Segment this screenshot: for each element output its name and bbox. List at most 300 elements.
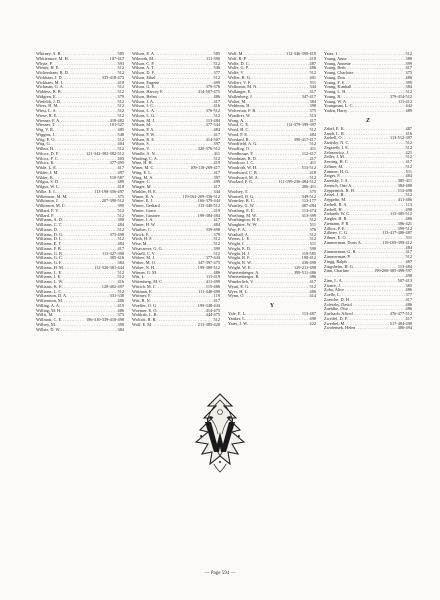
- entry-name: Winne, R. A.: [132, 194, 155, 199]
- entry-pages: 419: [213, 161, 220, 166]
- index-column-1: [36, 52, 124, 382]
- entry-pages: 417: [309, 156, 316, 161]
- entry-name: Wolcott, R. R.: [132, 318, 157, 322]
- entry-name: Yates, I.: [324, 52, 339, 56]
- entry-pages: 486: [117, 308, 124, 313]
- entry-pages: 414: [309, 294, 316, 299]
- entry-pages: 512: [213, 61, 220, 66]
- entry-name: Yuden, Harry: [324, 109, 348, 113]
- entry-name: Wiest, L. A.: [36, 109, 57, 113]
- entry-name: Wilson, P. W.: [132, 132, 156, 137]
- entry-pages: 421: [405, 150, 412, 155]
- entry-name: Young, Anna: [324, 56, 347, 61]
- entry-pages: 111-390: [205, 56, 220, 61]
- entry-name: Zionce, J.: [324, 283, 341, 288]
- entry-name: Zwolensek, Helen: [324, 326, 356, 331]
- entry-pages: 375: [309, 109, 316, 113]
- entry-pages: 517-484-498: [389, 321, 412, 326]
- entry-name: Windle, A. N.: [132, 151, 156, 156]
- entry-name: Wittich, M. J.: [132, 284, 156, 289]
- entry-name: Winter, J. A.: [132, 218, 154, 223]
- entry-name: Zimmerman, Doris A.: [324, 240, 362, 245]
- index-entry: [324, 326, 412, 331]
- entry-pages: 112-379-399-397: [286, 123, 316, 128]
- entry-pages: 486: [309, 275, 316, 280]
- entry-name: Woodfield, A. G.: [228, 142, 258, 147]
- entry-name: Wilcox, F. C.: [36, 156, 59, 161]
- entry-pages: 512: [117, 71, 124, 75]
- entry-pages: 113-484: [205, 118, 220, 123]
- entry-name: Wilson, V.: [132, 147, 150, 151]
- entry-name: Wilson, G. E.: [132, 85, 156, 90]
- entry-name: Wittman, E.: [132, 289, 153, 294]
- entry-pages: 377-544: [205, 123, 220, 128]
- entry-name: Young, R.: [324, 94, 342, 99]
- entry-name: Williams, C. T.: [36, 223, 63, 227]
- entry-pages: 546: [213, 66, 220, 71]
- entry-pages: 417: [405, 250, 412, 255]
- entry-name: Wilson, R. E.: [132, 137, 156, 142]
- entry-pages: 476-477-512: [389, 312, 412, 316]
- entry-name: Williams, G. B.: [36, 251, 63, 256]
- entry-pages: 376-512: [205, 109, 220, 113]
- entry-name: Williams, K. E.: [36, 284, 63, 289]
- entry-name: Woodfog, O.: [228, 147, 251, 151]
- entry-name: Wolter, M.: [228, 99, 247, 104]
- entry-pages: 513-512: [301, 166, 316, 170]
- entry-name: Woodward, C. B.: [228, 170, 258, 175]
- entry-name: Yale, E. L.: [228, 312, 247, 316]
- entry-name: Wiggins, J.: [36, 132, 56, 137]
- entry-pages: 512: [117, 104, 124, 109]
- entry-pages: 512: [405, 193, 412, 198]
- entry-pages: 375-498: [109, 232, 124, 237]
- entry-name: Willard, F. V.: [36, 208, 59, 213]
- entry-pages: 417: [405, 297, 412, 302]
- entry-name: Woy, F. A.: [228, 227, 247, 232]
- entry-pages: 320-376-512: [197, 147, 220, 151]
- entry-name: Zinn, Charline: [324, 269, 350, 274]
- entry-name: Whyte, P.: [36, 61, 53, 66]
- entry-name: Williams, L. C.: [36, 289, 63, 294]
- entry-name: Wisecarver, G. G.: [132, 246, 163, 251]
- entry-name: Zerbell, H.: [324, 207, 343, 212]
- entry-name: Winter, E. J.: [132, 199, 154, 204]
- entry-name: Willmott, C. E.: [36, 318, 63, 322]
- entry-name: Ziebarth, W. C.: [324, 212, 351, 217]
- entry-pages: 111-448-498: [198, 289, 220, 294]
- entry-pages: 512: [213, 75, 220, 80]
- entry-pages: 512: [117, 289, 124, 294]
- entry-pages: 498: [405, 274, 412, 278]
- entry-name: Willard, F.: [36, 213, 55, 218]
- entry-pages: 486: [213, 94, 220, 99]
- entry-pages: 418: [309, 56, 316, 61]
- entry-pages: 486: [405, 302, 412, 307]
- entry-pages: 486: [405, 75, 412, 80]
- entry-pages: 384: [117, 261, 124, 265]
- entry-pages: 347-417: [301, 94, 316, 99]
- entry-name: Wilke, E. L.: [36, 189, 57, 194]
- entry-pages: 344: [213, 189, 220, 194]
- entry-pages: 377: [213, 71, 220, 75]
- entry-pages: 111-412: [397, 99, 412, 104]
- entry-pages: 411: [213, 151, 220, 156]
- entry-name: Woodward, M. A.: [228, 175, 259, 180]
- entry-name: Wrathall, A.: [228, 232, 249, 237]
- entry-name: Woodman, R. D.: [228, 156, 257, 161]
- entry-pages: 512: [213, 113, 220, 118]
- entry-name: Wong, A.: [228, 118, 245, 123]
- entry-pages: 375: [405, 71, 412, 75]
- entry-name: Wright, R. F.: [228, 256, 251, 261]
- entry-name: Williams, L. E.: [36, 270, 63, 275]
- entry-name: Wilson, Harvey F.: [132, 90, 164, 94]
- entry-pages: 416: [405, 131, 412, 136]
- page-footer: — Page 594 —: [204, 571, 236, 576]
- entry-pages: 487: [405, 259, 412, 264]
- entry-pages: 111-419: [205, 275, 220, 280]
- entry-pages: 335-418-473: [101, 75, 124, 80]
- entry-pages: 393: [117, 61, 124, 66]
- entry-name: Willsey, M.: [36, 322, 56, 327]
- entry-name: Wine, H. H.: [132, 161, 153, 166]
- entry-pages: 416: [117, 280, 124, 284]
- entry-pages: 119-162-209-336-512: [182, 194, 220, 199]
- entry-name: Wilson, Helen: [132, 94, 157, 99]
- entry-pages: 199-384-484: [197, 213, 220, 218]
- entry-pages: 128-402-497: [101, 284, 124, 289]
- entry-name: Williams, F. B.: [36, 246, 62, 251]
- entry-pages: 585: [117, 52, 124, 56]
- entry-pages: 113-198-356-497: [94, 189, 124, 194]
- entry-pages: 115-486: [205, 284, 220, 289]
- entry-name: Wilson, J. A.: [132, 99, 155, 104]
- entry-name: Wilson, M.: [132, 123, 152, 128]
- entry-name: Zentsch, Otto A.: [324, 183, 353, 188]
- entry-name: Zillmer, C. G.: [324, 231, 349, 236]
- entry-name: Woodard, R.: [228, 137, 250, 142]
- entry-pages: 112-320-381-444: [94, 265, 124, 270]
- entry-name: Wolf, R. P.: [228, 56, 247, 61]
- entry-name: Young, Don: [324, 75, 345, 80]
- entry-pages: 379: [117, 94, 124, 99]
- entry-pages: 512: [213, 318, 220, 322]
- entry-name: Widgren, E.: [36, 94, 57, 99]
- entry-name: Wise, M.: [132, 242, 148, 246]
- entry-pages: 390: [309, 246, 316, 251]
- index-entry: [228, 294, 316, 299]
- entry-pages: 377-444: [205, 256, 220, 261]
- entry-pages: 512: [309, 237, 316, 242]
- entry-pages: 418: [309, 170, 316, 175]
- entry-pages: 390-417-417: [293, 137, 316, 142]
- entry-pages: 199-268-385-498-597: [374, 269, 412, 274]
- entry-name: Wolverton, F. B.: [228, 109, 257, 113]
- entry-name: Wright, W. E.: [228, 265, 252, 270]
- index-entry: [324, 109, 412, 114]
- section-letter: Y: [269, 303, 275, 309]
- entry-name: Woodhouse, F.: [228, 151, 254, 156]
- entry-name: Wrenn, L. E.: [228, 237, 251, 242]
- entry-name: Ziegler, H. R.: [324, 217, 348, 221]
- entry-pages: 512: [117, 113, 124, 118]
- entry-name: Woerner, E. O.: [132, 308, 158, 313]
- entry-name: Zilmer, E. O.: [324, 236, 347, 240]
- index-entry: [132, 323, 220, 328]
- entry-pages: 416: [213, 104, 220, 109]
- entry-name: Willing, M. H.: [36, 308, 62, 313]
- entry-name: Wohlrab, L. B.: [132, 313, 158, 318]
- entry-pages: 384: [405, 85, 412, 90]
- index-entry: [228, 322, 316, 327]
- entry-pages: 511: [309, 80, 316, 85]
- entry-name: Zimmer, H. G.: [324, 169, 350, 174]
- entry-name: Wissell, C. V.: [132, 251, 156, 256]
- entry-pages: 510-587: [109, 175, 124, 180]
- entry-pages: 385-411: [397, 179, 412, 183]
- entry-name: Woodroth, W. H.: [228, 166, 258, 170]
- entry-pages: 419: [117, 303, 124, 308]
- entry-name: Wilson, J. C.: [132, 104, 155, 109]
- entry-pages: 399-512: [397, 226, 412, 231]
- entry-name: Wilson, Eugene: [132, 80, 160, 85]
- entry-name: Young, L. H.: [324, 90, 347, 94]
- entry-name: Winding, C. A.: [132, 156, 158, 161]
- entry-name: Youngman, L. C.: [324, 104, 354, 109]
- entry-pages: 113-498: [397, 188, 412, 193]
- entry-pages: 112-417: [301, 151, 316, 156]
- entry-pages: 512: [309, 284, 316, 289]
- entry-pages: 399: [405, 61, 412, 66]
- entry-name: Wilson, Ethel: [132, 75, 156, 80]
- entry-name: Wittenberg, M. C.: [132, 280, 164, 284]
- entry-pages: 397: [213, 142, 220, 147]
- entry-pages: 115-340-512: [197, 204, 220, 208]
- entry-name: Wunderlich, V.: [228, 280, 254, 284]
- entry-pages: 385-416: [109, 256, 124, 261]
- entry-pages: 486: [309, 66, 316, 71]
- entry-pages: 411-499: [205, 280, 220, 284]
- entry-name: Winer, M. C.: [132, 166, 155, 170]
- entry-pages: 511: [405, 236, 412, 240]
- entry-pages: 344: [309, 85, 316, 90]
- entry-pages: 512: [405, 255, 412, 259]
- entry-name: Wood, P. E.: [228, 132, 249, 137]
- entry-pages: 399-511-486: [293, 270, 316, 275]
- entry-name: Wilmoth, M.: [132, 56, 155, 61]
- entry-name: Whitney, A. R.: [36, 52, 62, 56]
- entry-name: Widdess, B. B.: [36, 90, 62, 94]
- entry-pages: 347-397-475: [197, 261, 220, 265]
- entry-pages: 486: [405, 307, 412, 312]
- index-columns: [36, 52, 412, 382]
- entry-pages: 129-211-498: [293, 265, 316, 270]
- entry-name: Wondirer, W.: [228, 113, 251, 118]
- entry-name: Willis, M.: [36, 313, 54, 318]
- entry-pages: 512: [117, 66, 124, 71]
- entry-pages: 512: [117, 90, 124, 94]
- entry-pages: 398: [117, 322, 124, 327]
- entry-pages: 186-310-339-418-498: [86, 318, 124, 322]
- entry-pages: 417: [309, 280, 316, 284]
- entry-pages: 487: [405, 126, 412, 131]
- entry-pages: 384: [309, 99, 316, 104]
- entry-name: Zeltner, M.: [324, 164, 344, 169]
- entry-name: Zeering, H. C.: [324, 160, 349, 164]
- entry-name: Zoesche, D. H.: [324, 297, 350, 302]
- entry-pages: 512: [117, 208, 124, 213]
- entry-pages: 512: [405, 141, 412, 145]
- entry-pages: 379: [213, 232, 220, 237]
- entry-pages: 487-484: [301, 204, 316, 208]
- entry-pages: 107-417: [109, 56, 124, 61]
- entry-pages: 213-385-420: [197, 322, 220, 327]
- entry-name: Wilkinson, J.: [36, 199, 59, 204]
- entry-name: Woughter, W. W.: [228, 223, 258, 227]
- entry-name: Woolard, F. G.: [228, 180, 254, 185]
- entry-name: Winther, C.: [132, 227, 152, 232]
- entry-name: Zelanowicz, J.: [324, 150, 349, 155]
- entry-name: Wiefeldt, J. D.: [36, 99, 62, 104]
- entry-name: Williams, H. M.: [36, 265, 64, 270]
- entry-name: Witt, R. N.: [132, 299, 151, 303]
- entry-name: Woodrow, J. C.: [228, 161, 255, 166]
- entry-name: Wright, R. W.: [228, 261, 252, 265]
- entry-pages: 512: [309, 71, 316, 75]
- entry-name: Wolfe, D. C.: [228, 61, 250, 66]
- entry-name: Wither, N. H.: [132, 265, 156, 270]
- entry-name: Wing, M. A.: [132, 175, 154, 180]
- entry-pages: 548: [117, 132, 124, 137]
- entry-name: Wirick, E.: [132, 232, 150, 237]
- entry-name: Wilgus, W. L.: [36, 185, 60, 189]
- entry-pages: 313-399: [301, 213, 316, 218]
- entry-name: Wynn, O.: [228, 294, 245, 299]
- entry-name: Williams, D. L.: [36, 237, 63, 242]
- entry-name: Wollanger, E.: [228, 90, 252, 94]
- entry-pages: 489: [405, 109, 412, 113]
- entry-pages: 119-585: [301, 251, 316, 256]
- entry-pages: 119: [213, 294, 220, 299]
- entry-pages: 417: [405, 66, 412, 71]
- entry-name: Wilson, A. T.: [132, 66, 155, 71]
- entry-name: Zingsheim, H. G.: [324, 264, 354, 269]
- entry-pages: 206-411: [301, 185, 316, 189]
- entry-pages: 498: [309, 316, 316, 321]
- index-column-3: [228, 52, 316, 382]
- leader-dots: [249, 322, 309, 327]
- entry-name: Zaritsky, N. C.: [324, 141, 350, 145]
- entry-pages: 113-487: [301, 312, 316, 316]
- entry-pages: 414-507-475: [197, 90, 220, 94]
- entry-name: Wilson, C. P.: [132, 61, 155, 66]
- entry-name: Wilson, L. G.: [132, 113, 156, 118]
- entry-name: Wolf, E. M.: [132, 322, 153, 327]
- entry-name: Wilson, S.: [132, 142, 150, 147]
- entry-pages: 511: [309, 223, 316, 227]
- leader-dots: [356, 326, 396, 331]
- entry-pages: 498: [405, 207, 412, 212]
- entry-pages: 375: [309, 189, 316, 194]
- entry-name: Wither, M. O.: [132, 261, 156, 265]
- entry-pages: 585: [213, 52, 220, 56]
- entry-name: Wiener, H. E.: [36, 66, 60, 71]
- entry-name: Wiesner, F. A.: [36, 118, 61, 123]
- entry-pages: 419: [213, 208, 220, 213]
- entry-name: Wornley, G. W.: [228, 204, 255, 208]
- entry-pages: 512: [117, 99, 124, 104]
- entry-name: Wig, V. R.: [36, 128, 54, 132]
- entry-name: Wollenberg, J.: [228, 94, 253, 99]
- entry-pages: 390: [213, 246, 220, 251]
- entry-name: Wolfer, R. G.: [228, 75, 251, 80]
- entry-pages: 349-512: [301, 194, 316, 199]
- entry-name: Zilliox, P. E.: [324, 226, 346, 231]
- entry-pages: 377: [405, 293, 412, 297]
- entry-pages: 512: [117, 237, 124, 242]
- entry-pages: 512: [117, 227, 124, 232]
- entry-name: Wickham, M. L.: [36, 80, 65, 85]
- entry-pages: 109-118-269-417: [190, 166, 220, 170]
- entry-pages: 113-177: [301, 199, 316, 204]
- entry-pages: 390: [117, 204, 124, 208]
- entry-pages: 403: [117, 156, 124, 161]
- entry-pages: 379-414-512: [389, 94, 412, 99]
- entry-name: Winter, Grace: [132, 208, 156, 213]
- index-column-4: [324, 52, 412, 382]
- entry-pages: 442: [405, 104, 412, 109]
- entry-pages: 111-199-236-484-512: [278, 180, 316, 185]
- entry-name: Woolsey, T.: [228, 189, 249, 194]
- entry-name: Zuelsach, Alfred: [324, 312, 353, 316]
- entry-name: Wirth, H. F.: [132, 237, 153, 242]
- entry-name: Whittemore, M. H.: [36, 56, 69, 61]
- entry-pages: 418-482: [109, 118, 124, 123]
- entry-pages: 376: [309, 227, 316, 232]
- entry-pages: 112-346-390-419: [286, 52, 316, 56]
- entry-name: Williams, L. W.: [36, 280, 64, 284]
- entry-pages: 512: [117, 109, 124, 113]
- entry-pages: 489: [117, 180, 124, 185]
- entry-name: Zarbell, O.: [324, 136, 343, 141]
- entry-name: Wood, C. E.: [228, 123, 250, 128]
- entry-name: Wormley, B. C.: [228, 199, 255, 204]
- entry-name: Williams, A. D.: [36, 218, 63, 223]
- entry-pages: 484: [117, 223, 124, 227]
- entry-pages: 484: [405, 245, 412, 250]
- entry-name: Woelfer, O. G.: [132, 303, 158, 308]
- entry-pages: 499: [213, 180, 220, 185]
- entry-name: Wiig, E. O.: [36, 137, 56, 142]
- entry-pages: 512: [213, 237, 220, 242]
- entry-name: Winter, Gustave: [132, 213, 160, 218]
- entry-pages: 486: [405, 217, 412, 221]
- entry-pages: 397: [213, 175, 220, 180]
- entry-pages: 417: [213, 299, 220, 303]
- entry-name: Wolfe, V.: [228, 71, 245, 75]
- entry-pages: 444-475: [205, 313, 220, 318]
- entry-pages: 436-498: [301, 261, 316, 265]
- entry-pages: 113-474: [301, 208, 316, 213]
- entry-name: Wiig, G.: [36, 142, 51, 147]
- entry-name: Wilcox, D. F.: [36, 151, 59, 156]
- entry-pages: 113-512-397: [389, 136, 412, 141]
- entry-name: Yates, J. W.: [228, 321, 248, 326]
- entry-pages: 384: [117, 327, 124, 332]
- entry-name: Williams, G. C.: [36, 256, 63, 261]
- entry-pages: 512: [117, 85, 124, 90]
